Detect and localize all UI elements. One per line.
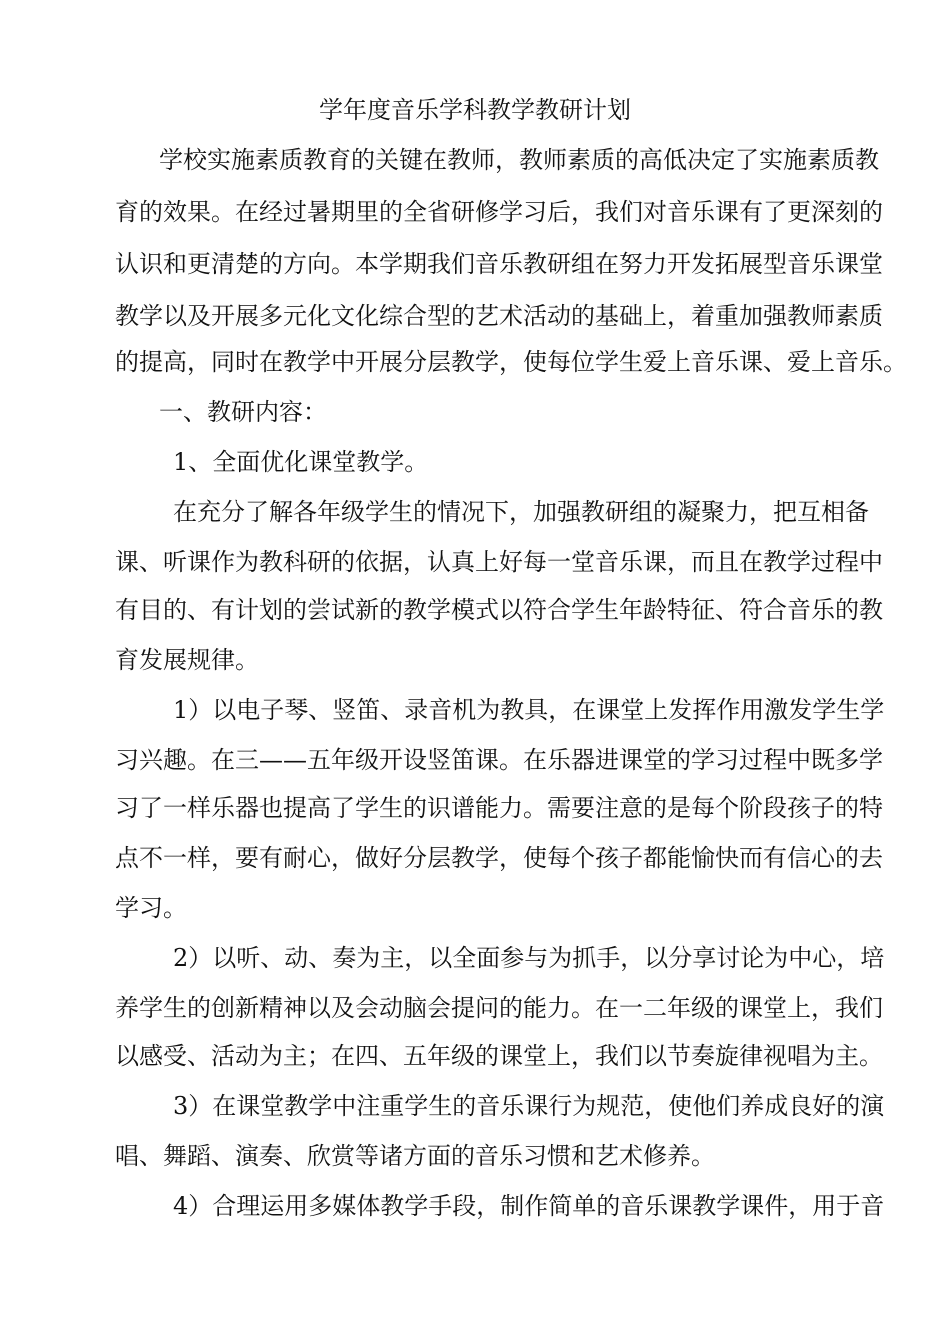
paragraph-line: 教学以及开展多元化文化综合型的艺术活动的基础上，着重加强教师素质 [115, 302, 883, 330]
paragraph-line: 养学生的创新精神以及会动脑会提问的能力。在一二年级的课堂上，我们 [115, 994, 883, 1022]
paragraph-line: 学校实施素质教育的关键在教师，教师素质的高低决定了实施素质教 [159, 146, 879, 174]
paragraph-line: 点不一样，要有耐心，做好分层教学，使每个孩子都能愉快而有信心的去 [115, 844, 883, 872]
subsection-heading: 1、全面优化课堂教学。 [173, 448, 429, 476]
paragraph-line: 2）以听、动、奏为主，以全面参与为抓手，以分享讨论为中心，培 [173, 944, 885, 972]
paragraph-line: 以感受、活动为主；在四、五年级的课堂上，我们以节奏旋律视唱为主。 [115, 1042, 883, 1070]
paragraph-line: 的提高，同时在教学中开展分层教学，使每位学生爱上音乐课、爱上音乐。 [115, 348, 907, 376]
paragraph-line: 习兴趣。在三——五年级开设竖笛课。在乐器进课堂的学习过程中既多学 [115, 746, 883, 774]
paragraph-line: 有目的、有计划的尝试新的教学模式以符合学生年龄特征、符合音乐的教 [115, 596, 883, 624]
paragraph-line: 学习。 [115, 894, 187, 922]
paragraph-line: 在充分了解各年级学生的情况下，加强教研组的凝聚力，把互相备 [173, 498, 869, 526]
paragraph-line: 认识和更清楚的方向。本学期我们音乐教研组在努力开发拓展型音乐课堂 [115, 250, 883, 278]
section-heading: 一、教研内容： [159, 398, 327, 426]
paragraph-line: 课、听课作为教科研的依据，认真上好每一堂音乐课，而且在教学过程中 [115, 548, 883, 576]
paragraph-line: 唱、舞蹈、演奏、欣赏等诸方面的音乐习惯和艺术修养。 [115, 1142, 715, 1170]
document-title: 学年度音乐学科教学教研计划 [319, 96, 631, 124]
paragraph-line: 育发展规律。 [115, 646, 259, 674]
paragraph-line: 育的效果。在经过暑期里的全省研修学习后，我们对音乐课有了更深刻的 [115, 198, 883, 226]
paragraph-line: 3）在课堂教学中注重学生的音乐课行为规范，使他们养成良好的演 [173, 1092, 885, 1120]
paragraph-line: 习了一样乐器也提高了学生的识谱能力。需要注意的是每个阶段孩子的特 [115, 794, 883, 822]
paragraph-line: 1）以电子琴、竖笛、录音机为教具，在课堂上发挥作用激发学生学 [173, 696, 885, 724]
paragraph-line: 4）合理运用多媒体教学手段，制作简单的音乐课教学课件，用于音 [173, 1192, 885, 1220]
